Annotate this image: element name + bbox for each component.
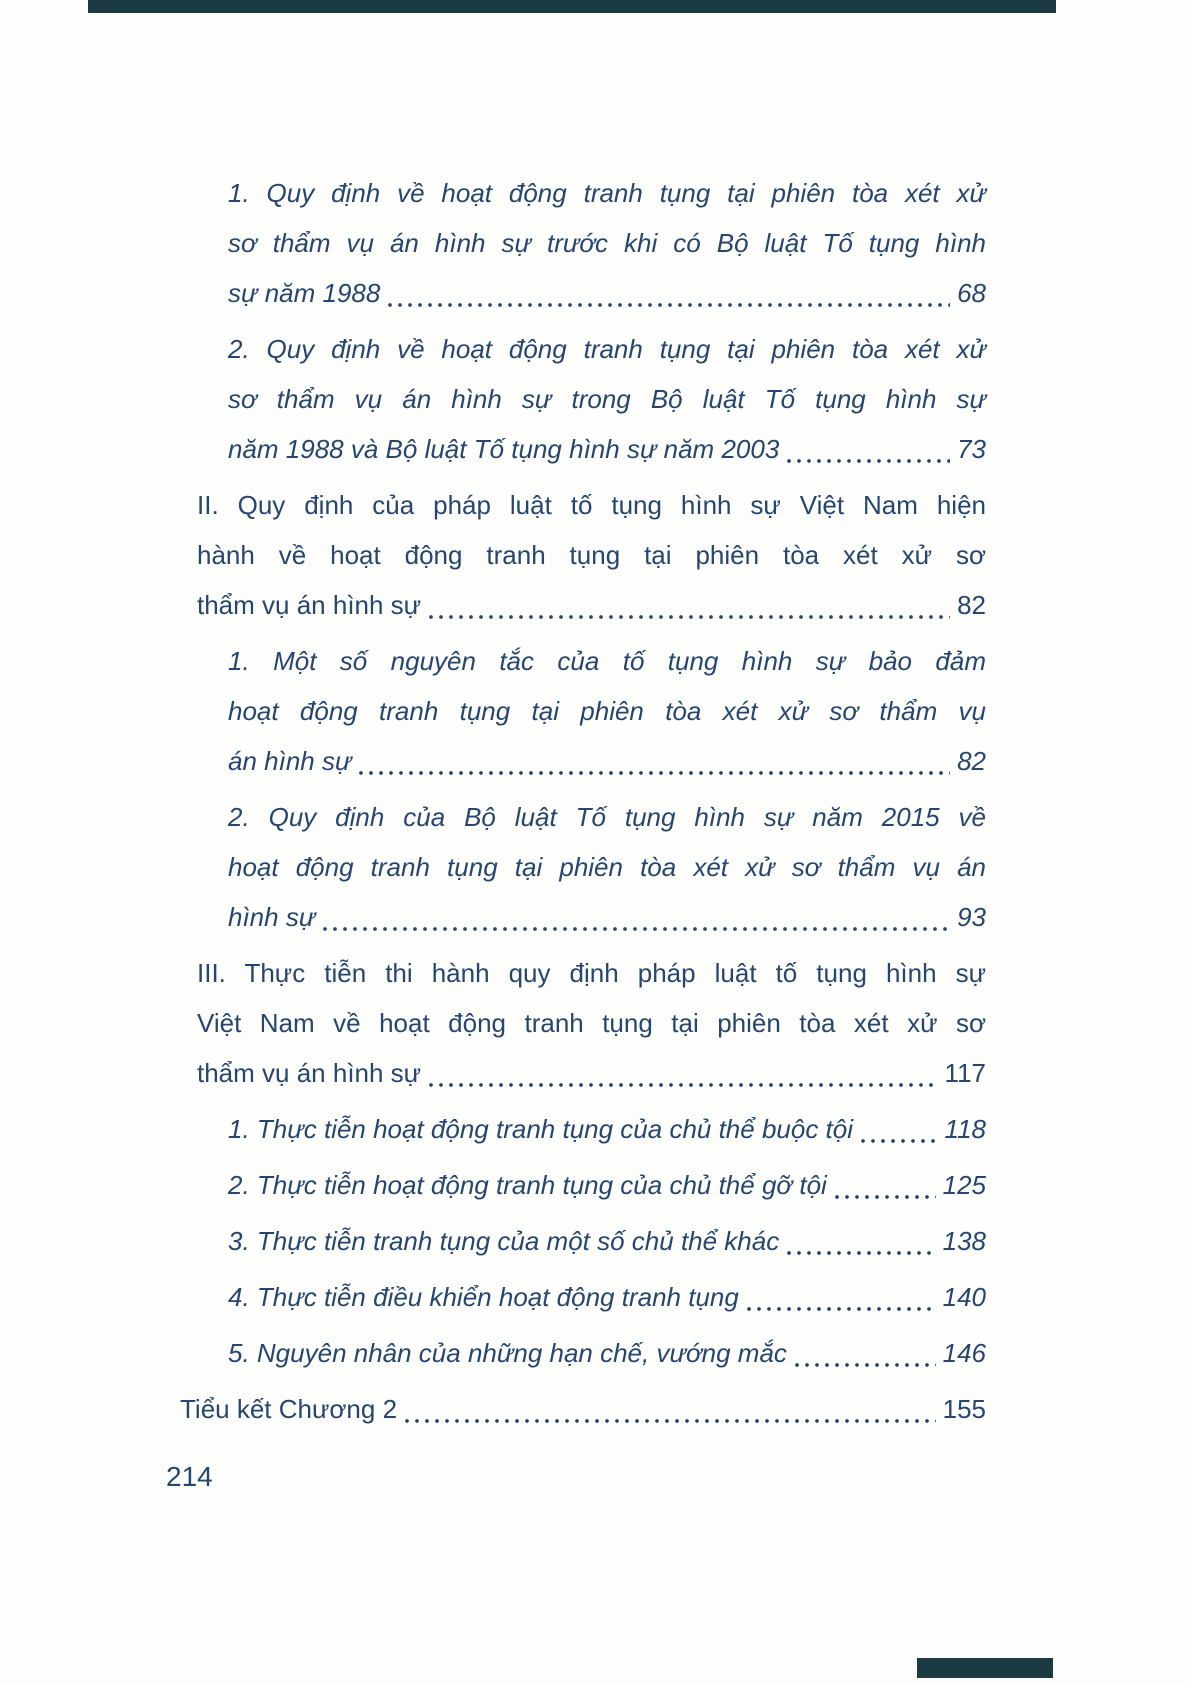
toc-entry-line: hoạt động tranh tụng tại phiên tòa xét xử sơ thẩm vụ — [228, 696, 986, 726]
scan-edge-artifact-bottom-right — [917, 1658, 1053, 1678]
toc-entry — [228, 1328, 986, 1378]
toc-entry — [197, 480, 986, 630]
toc-entry-text: hình sự — [228, 902, 316, 932]
toc-entry — [228, 1104, 986, 1154]
toc-entry-text: án hình sự — [228, 746, 352, 776]
toc-entry-text: 4. Thực tiễn điều khiển hoạt động tranh tụng — [228, 1282, 739, 1312]
toc-entry-page: 138 — [942, 1226, 986, 1256]
toc-entry — [228, 168, 986, 318]
toc-entry-line: 2. Quy định của Bộ luật Tố tụng hình sự năm 2015 về — [228, 802, 986, 832]
toc-entry-page: 82 — [957, 746, 986, 776]
toc-entry — [228, 1160, 986, 1210]
toc-entry-text: 1. Thực tiễn hoạt động tranh tụng của chủ thể buộc tội — [228, 1114, 854, 1144]
dot-leader — [786, 458, 950, 464]
toc-entry — [228, 1272, 986, 1322]
toc-entry-last-line — [180, 1384, 986, 1434]
toc-entry-page: 82 — [957, 590, 986, 620]
dot-leader — [428, 1082, 937, 1088]
toc-entry-last-line — [228, 1216, 986, 1266]
toc-entry-last-line — [228, 424, 986, 474]
toc-entry-last-line — [228, 268, 986, 318]
dot-leader — [786, 1250, 935, 1256]
toc-entry-last-line — [228, 736, 986, 786]
toc-entry-text: thẩm vụ án hình sự — [197, 1058, 422, 1088]
dot-leader — [322, 926, 950, 932]
toc-entry-line: 1. Quy định về hoạt động tranh tụng tại phiên tòa xét xử — [228, 178, 986, 208]
toc-entry-last-line — [197, 580, 986, 630]
toc-entry — [228, 792, 986, 942]
toc-entry-text: 5. Nguyên nhân của những hạn chế, vướng mắc — [228, 1338, 787, 1368]
toc-entry-line: II. Quy định của pháp luật tố tụng hình sự Việt Nam hiện — [197, 490, 986, 520]
toc-entry-last-line — [228, 892, 986, 942]
toc-entry-line: sơ thẩm vụ án hình sự trong Bộ luật Tố tụng hình sự — [228, 384, 986, 414]
toc-entry — [197, 948, 986, 1098]
toc-entry-text: 2. Thực tiễn hoạt động tranh tụng của chủ thể gỡ tội — [228, 1170, 827, 1200]
toc-entry-page: 117 — [944, 1058, 986, 1088]
dot-leader — [746, 1306, 936, 1312]
toc-entry-line: 2. Quy định về hoạt động tranh tụng tại phiên tòa xét xử — [228, 334, 986, 364]
dot-leader — [794, 1362, 936, 1368]
toc-entry-text: năm 1988 và Bộ luật Tố tụng hình sự năm 2003 — [228, 434, 780, 464]
toc-entry-page: 125 — [942, 1170, 986, 1200]
toc-entry — [180, 1384, 986, 1434]
toc-entry-page: 146 — [942, 1338, 986, 1368]
toc-entry-last-line — [228, 1160, 986, 1210]
toc-entry — [228, 324, 986, 474]
toc-entry-page: 118 — [944, 1114, 986, 1144]
toc-entry-line: hành về hoạt động tranh tụng tại phiên tòa xét xử sơ — [197, 540, 986, 570]
toc-entry-page: 73 — [957, 434, 986, 464]
dot-leader — [860, 1138, 938, 1144]
toc-list — [180, 168, 986, 1440]
toc-entry — [228, 1216, 986, 1266]
toc-entry-line: 1. Một số nguyên tắc của tố tụng hình sự bảo đảm — [228, 646, 986, 676]
dot-leader — [404, 1418, 936, 1424]
toc-entry-page: 68 — [957, 278, 986, 308]
dot-leader — [387, 302, 950, 308]
toc-entry-last-line — [228, 1328, 986, 1378]
toc-entry-text: thẩm vụ án hình sự — [197, 590, 422, 620]
toc-entry-page: 140 — [942, 1282, 986, 1312]
dot-leader — [428, 614, 950, 620]
toc-entry-last-line — [197, 1048, 986, 1098]
toc-entry-line: Việt Nam về hoạt động tranh tụng tại phiên tòa xét xử sơ — [197, 1008, 986, 1038]
toc-entry-page: 93 — [957, 902, 986, 932]
toc-entry-last-line — [228, 1272, 986, 1322]
toc-entry-line: hoạt động tranh tụng tại phiên tòa xét xử sơ thẩm vụ án — [228, 852, 986, 882]
toc-entry-text: Tiểu kết Chương 2 — [180, 1394, 398, 1424]
toc-entry-last-line — [228, 1104, 986, 1154]
toc-entry-page: 155 — [942, 1394, 986, 1424]
dot-leader — [358, 770, 950, 776]
scan-edge-artifact-top — [88, 0, 1056, 13]
page-number: 214 — [166, 1461, 213, 1492]
toc-entry-line: sơ thẩm vụ án hình sự trước khi có Bộ luật Tố tụng hình — [228, 228, 986, 258]
toc-entry-line: III. Thực tiễn thi hành quy định pháp luật tố tụng hình sự — [197, 958, 986, 988]
dot-leader — [834, 1194, 936, 1200]
toc-entry-text: sự năm 1988 — [228, 278, 381, 308]
toc-entry — [228, 636, 986, 786]
toc-entry-text: 3. Thực tiễn tranh tụng của một số chủ thể khác — [228, 1226, 780, 1256]
